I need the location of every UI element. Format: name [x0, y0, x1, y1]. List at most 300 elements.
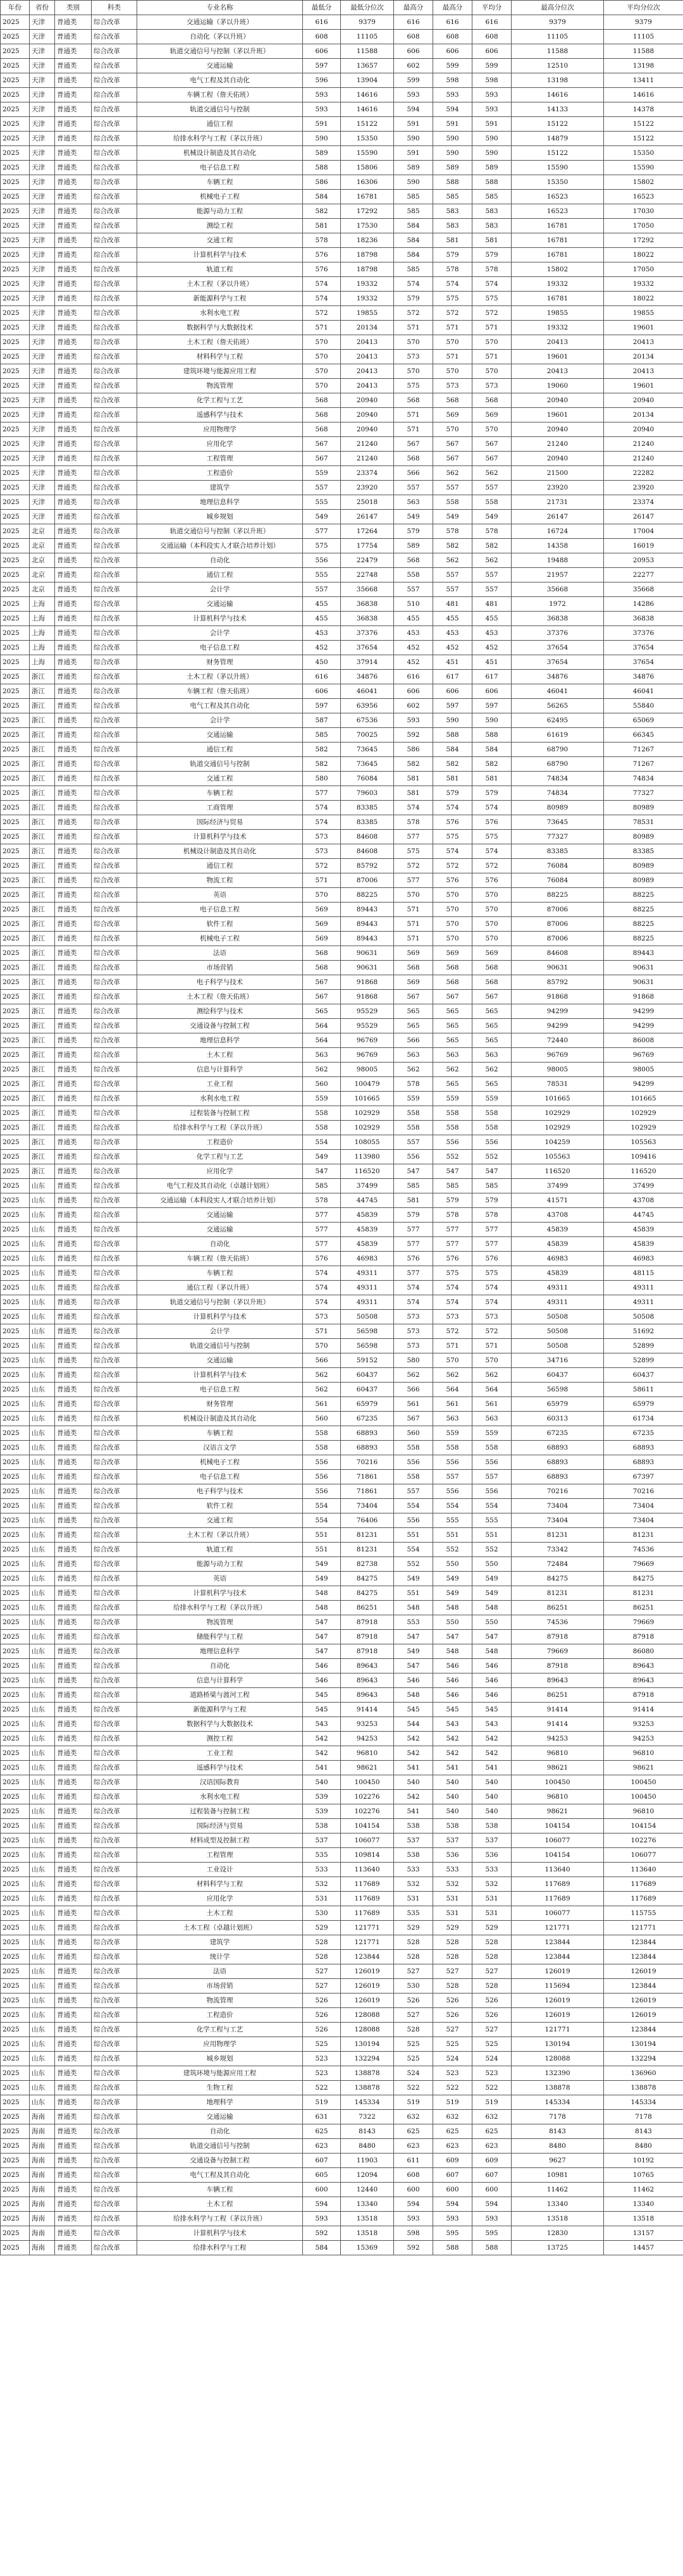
table-cell-avg-score: 568 — [472, 393, 512, 408]
table-cell-avg-rank: 50508 — [604, 1310, 683, 1324]
table-cell-avg-score: 588 — [472, 728, 512, 743]
table-cell-max-score-2: 616 — [433, 15, 472, 30]
table-cell-max-score-2: 593 — [433, 2212, 472, 2226]
table-cell-avg-score: 577 — [472, 1223, 512, 1237]
table-row — [1, 612, 683, 626]
table-cell-min-score: 549 — [303, 510, 341, 524]
table-cell-min-rank: 73645 — [341, 743, 394, 757]
table-cell-max-score-2: 576 — [433, 1252, 472, 1266]
table-cell-max-score: 606 — [394, 684, 433, 699]
table-cell-min-score: 574 — [303, 815, 341, 830]
table-cell-province: 山东 — [30, 1630, 55, 1644]
table-cell-max-score-2: 550 — [433, 1615, 472, 1630]
table-row — [1, 73, 683, 88]
table-cell-max-score: 623 — [394, 2139, 433, 2154]
table-cell-avg-score: 565 — [472, 1033, 512, 1048]
table-cell-subject-type: 综合改革 — [92, 2081, 137, 2095]
table-cell-max-rank: 16781 — [512, 292, 604, 306]
table-row — [1, 1019, 683, 1033]
table-cell-avg-score: 537 — [472, 1833, 512, 1848]
table-cell-avg-score: 551 — [472, 1528, 512, 1543]
table-cell-max-rank: 19855 — [512, 306, 604, 321]
table-cell-major: 电子信息工程 — [137, 1383, 303, 1397]
table-cell-max-rank: 100450 — [512, 1775, 604, 1790]
table-cell-subject-type: 综合改革 — [92, 844, 137, 859]
table-cell-avg-rank: 126019 — [604, 1994, 683, 2008]
table-cell-avg-rank: 100450 — [604, 1790, 683, 1804]
table-cell-category: 普通类 — [55, 1019, 92, 1033]
table-cell-max-score-2: 540 — [433, 1790, 472, 1804]
table-cell-year: 2025 — [1, 2081, 30, 2095]
table-cell-avg-score: 588 — [472, 175, 512, 190]
table-cell-avg-rank: 96810 — [604, 1746, 683, 1761]
table-cell-max-score-2: 526 — [433, 1994, 472, 2008]
table-cell-category: 普通类 — [55, 728, 92, 743]
table-cell-min-rank: 60437 — [341, 1368, 394, 1383]
table-cell-category: 普通类 — [55, 1208, 92, 1223]
table-cell-major: 信息与计算科学 — [137, 1673, 303, 1688]
table-cell-category: 普通类 — [55, 15, 92, 30]
table-cell-subject-type: 综合改革 — [92, 2052, 137, 2066]
table-cell-min-score: 556 — [303, 1484, 341, 1499]
table-cell-category: 普通类 — [55, 132, 92, 146]
table-cell-max-score: 579 — [394, 524, 433, 539]
table-row — [1, 2168, 683, 2183]
table-cell-avg-rank: 109416 — [604, 1150, 683, 1164]
table-cell-subject-type: 综合改革 — [92, 1223, 137, 1237]
table-cell-category: 普通类 — [55, 379, 92, 393]
table-cell-subject-type: 综合改革 — [92, 539, 137, 553]
table-cell-subject-type: 综合改革 — [92, 1324, 137, 1339]
table-cell-subject-type: 综合改革 — [92, 1921, 137, 1935]
table-cell-max-rank: 14133 — [512, 102, 604, 117]
table-cell-subject-type: 综合改革 — [92, 175, 137, 190]
table-row — [1, 524, 683, 539]
table-row — [1, 1121, 683, 1135]
table-cell-province: 山东 — [30, 1339, 55, 1353]
table-cell-subject-type: 综合改革 — [92, 888, 137, 903]
table-cell-category: 普通类 — [55, 1455, 92, 1470]
table-cell-subject-type: 综合改革 — [92, 1994, 137, 2008]
table-cell-max-rank: 68790 — [512, 757, 604, 772]
table-cell-subject-type: 综合改革 — [92, 713, 137, 728]
table-cell-subject-type: 综合改革 — [92, 437, 137, 452]
table-cell-year: 2025 — [1, 2139, 30, 2154]
table-cell-subject-type: 综合改革 — [92, 728, 137, 743]
table-cell-avg-score: 522 — [472, 2081, 512, 2095]
table-cell-category: 普通类 — [55, 2110, 92, 2124]
table-cell-province: 北京 — [30, 553, 55, 568]
table-cell-max-score-2: 600 — [433, 2183, 472, 2197]
table-cell-max-score-2: 584 — [433, 743, 472, 757]
table-cell-max-score: 527 — [394, 1964, 433, 1979]
table-cell-avg-rank: 123844 — [604, 2023, 683, 2037]
table-cell-major: 土木工程（茅以升班） — [137, 277, 303, 292]
table-cell-min-rank: 65979 — [341, 1397, 394, 1412]
table-cell-min-rank: 71861 — [341, 1470, 394, 1484]
table-cell-min-score: 608 — [303, 30, 341, 44]
table-cell-max-rank: 132390 — [512, 2066, 604, 2081]
table-cell-province: 山东 — [30, 1193, 55, 1208]
table-cell-max-score-2: 546 — [433, 1659, 472, 1673]
table-cell-max-score: 542 — [394, 1732, 433, 1746]
table-cell-avg-score: 575 — [472, 830, 512, 844]
table-cell-avg-rank: 66345 — [604, 728, 683, 743]
table-cell-max-score: 567 — [394, 437, 433, 452]
table-cell-year: 2025 — [1, 1135, 30, 1150]
table-cell-major: 储能科学与工程 — [137, 1630, 303, 1644]
table-row — [1, 1252, 683, 1266]
table-cell-max-score-2: 567 — [433, 990, 472, 1004]
table-cell-max-rank: 130194 — [512, 2037, 604, 2052]
table-cell-major: 城乡规划 — [137, 510, 303, 524]
table-cell-min-rank: 89443 — [341, 917, 394, 932]
table-cell-avg-rank: 21240 — [604, 437, 683, 452]
table-cell-year: 2025 — [1, 1761, 30, 1775]
table-cell-avg-score: 561 — [472, 1397, 512, 1412]
table-cell-category: 普通类 — [55, 2066, 92, 2081]
table-cell-max-rank: 56265 — [512, 699, 604, 713]
table-cell-province: 山东 — [30, 1528, 55, 1543]
table-cell-subject-type: 综合改革 — [92, 1106, 137, 1121]
table-cell-subject-type: 综合改革 — [92, 1543, 137, 1557]
table-cell-min-score: 572 — [303, 306, 341, 321]
table-cell-category: 普通类 — [55, 1150, 92, 1164]
table-cell-avg-score: 519 — [472, 2095, 512, 2110]
table-cell-avg-rank: 117689 — [604, 1892, 683, 1906]
table-cell-avg-score: 590 — [472, 132, 512, 146]
table-cell-max-score: 545 — [394, 1703, 433, 1717]
table-cell-max-score: 584 — [394, 233, 433, 248]
table-cell-category: 普通类 — [55, 1106, 92, 1121]
table-cell-min-score: 529 — [303, 1921, 341, 1935]
table-cell-max-score: 565 — [394, 1004, 433, 1019]
table-cell-max-score: 530 — [394, 1979, 433, 1994]
table-cell-province: 山东 — [30, 1208, 55, 1223]
table-cell-avg-score: 555 — [472, 1513, 512, 1528]
table-cell-avg-score: 579 — [472, 1193, 512, 1208]
table-cell-min-rank: 73645 — [341, 757, 394, 772]
table-cell-max-score: 591 — [394, 117, 433, 132]
table-cell-max-rank: 20940 — [512, 452, 604, 466]
table-cell-major: 应用物理学 — [137, 422, 303, 437]
table-cell-major: 车辆工程 — [137, 786, 303, 801]
table-cell-subject-type: 综合改革 — [92, 364, 137, 379]
table-cell-major: 地理科学 — [137, 2095, 303, 2110]
table-row — [1, 772, 683, 786]
table-cell-max-rank: 72440 — [512, 1033, 604, 1048]
table-cell-avg-score: 527 — [472, 2023, 512, 2037]
table-cell-year: 2025 — [1, 1397, 30, 1412]
table-cell-avg-rank: 18022 — [604, 292, 683, 306]
table-cell-subject-type: 综合改革 — [92, 321, 137, 335]
table-cell-year: 2025 — [1, 1281, 30, 1295]
table-cell-max-score: 593 — [394, 713, 433, 728]
table-row — [1, 175, 683, 190]
table-cell-avg-rank: 61734 — [604, 1412, 683, 1426]
table-cell-province: 浙江 — [30, 801, 55, 815]
table-cell-avg-score: 545 — [472, 1703, 512, 1717]
table-cell-min-rank: 63956 — [341, 699, 394, 713]
table-cell-max-score-2: 565 — [433, 1004, 472, 1019]
table-cell-year: 2025 — [1, 641, 30, 655]
table-cell-province: 浙江 — [30, 1135, 55, 1150]
table-cell-category: 普通类 — [55, 1906, 92, 1921]
table-cell-subject-type: 综合改革 — [92, 233, 137, 248]
table-cell-subject-type: 综合改革 — [92, 59, 137, 73]
table-cell-subject-type: 综合改革 — [92, 219, 137, 233]
table-cell-year: 2025 — [1, 1790, 30, 1804]
table-cell-year: 2025 — [1, 772, 30, 786]
table-cell-min-score: 545 — [303, 1688, 341, 1703]
table-cell-avg-rank: 9379 — [604, 15, 683, 30]
table-cell-max-score: 569 — [394, 946, 433, 961]
table-cell-max-rank: 123844 — [512, 1935, 604, 1950]
table-cell-max-score-2: 571 — [433, 350, 472, 364]
table-cell-max-score: 525 — [394, 2037, 433, 2052]
table-cell-max-score-2: 543 — [433, 1717, 472, 1732]
table-cell-major: 材料科学与工程 — [137, 350, 303, 364]
table-cell-max-score: 581 — [394, 786, 433, 801]
table-row — [1, 990, 683, 1004]
table-cell-max-score-2: 563 — [433, 1048, 472, 1063]
table-cell-min-rank: 123844 — [341, 1950, 394, 1964]
table-cell-max-score-2: 557 — [433, 568, 472, 582]
table-cell-max-rank: 15590 — [512, 161, 604, 175]
table-row — [1, 1630, 683, 1644]
table-cell-avg-rank: 15122 — [604, 132, 683, 146]
table-cell-year: 2025 — [1, 743, 30, 757]
table-cell-min-rank: 22748 — [341, 568, 394, 582]
table-cell-max-rank: 12830 — [512, 2226, 604, 2241]
table-cell-subject-type: 综合改革 — [92, 1528, 137, 1543]
table-cell-province: 山东 — [30, 1179, 55, 1193]
table-row — [1, 1484, 683, 1499]
table-cell-province: 山东 — [30, 2066, 55, 2081]
table-cell-max-rank: 13725 — [512, 2241, 604, 2255]
table-cell-max-score: 568 — [394, 553, 433, 568]
table-cell-category: 普通类 — [55, 917, 92, 932]
table-cell-year: 2025 — [1, 1892, 30, 1906]
table-cell-province: 浙江 — [30, 990, 55, 1004]
table-cell-year: 2025 — [1, 2023, 30, 2037]
table-cell-avg-rank: 67397 — [604, 1470, 683, 1484]
table-row — [1, 743, 683, 757]
table-cell-major: 国际经济与贸易 — [137, 1819, 303, 1833]
table-cell-min-score: 567 — [303, 437, 341, 452]
table-cell-max-score: 567 — [394, 990, 433, 1004]
table-cell-max-rank: 123844 — [512, 1950, 604, 1964]
table-cell-major: 交通运输 — [137, 1353, 303, 1368]
table-cell-avg-rank: 113640 — [604, 1863, 683, 1877]
table-cell-max-rank: 91868 — [512, 990, 604, 1004]
table-cell-max-rank: 15802 — [512, 262, 604, 277]
table-cell-major: 土木工程（詹天佑班） — [137, 335, 303, 350]
table-cell-subject-type: 综合改革 — [92, 1063, 137, 1077]
table-cell-year: 2025 — [1, 2095, 30, 2110]
table-cell-min-score: 556 — [303, 1455, 341, 1470]
table-cell-avg-rank: 81231 — [604, 1586, 683, 1601]
table-cell-avg-score: 558 — [472, 1121, 512, 1135]
table-cell-avg-score: 625 — [472, 2124, 512, 2139]
table-cell-province: 山东 — [30, 1848, 55, 1863]
table-cell-year: 2025 — [1, 1092, 30, 1106]
table-cell-year: 2025 — [1, 888, 30, 903]
table-cell-year: 2025 — [1, 1804, 30, 1819]
table-cell-subject-type: 综合改革 — [92, 277, 137, 292]
table-cell-min-score: 569 — [303, 932, 341, 946]
table-cell-min-score: 522 — [303, 2081, 341, 2095]
table-cell-avg-rank: 13198 — [604, 59, 683, 73]
table-cell-max-score-2: 593 — [433, 88, 472, 102]
table-cell-avg-rank: 130194 — [604, 2037, 683, 2052]
table-cell-major: 城乡规划 — [137, 2052, 303, 2066]
column-header-max-score: 最高分 — [394, 1, 433, 15]
table-cell-subject-type: 综合改革 — [92, 1150, 137, 1164]
table-row — [1, 1193, 683, 1208]
table-cell-year: 2025 — [1, 1368, 30, 1383]
table-cell-min-rank: 108055 — [341, 1135, 394, 1150]
table-cell-min-rank: 17264 — [341, 524, 394, 539]
table-cell-avg-rank: 73404 — [604, 1513, 683, 1528]
table-cell-max-rank: 138878 — [512, 2081, 604, 2095]
table-cell-max-rank: 126019 — [512, 2008, 604, 2023]
table-cell-subject-type: 综合改革 — [92, 146, 137, 161]
table-cell-avg-score: 591 — [472, 117, 512, 132]
table-cell-year: 2025 — [1, 1252, 30, 1266]
table-row — [1, 1557, 683, 1572]
table-cell-subject-type: 综合改革 — [92, 1092, 137, 1106]
table-row — [1, 364, 683, 379]
table-cell-avg-score: 563 — [472, 1048, 512, 1063]
table-cell-max-rank: 73645 — [512, 815, 604, 830]
table-cell-major: 交通设备与控制工程 — [137, 1019, 303, 1033]
table-cell-category: 普通类 — [55, 990, 92, 1004]
table-cell-major: 数据科学与大数据技术 — [137, 321, 303, 335]
table-cell-year: 2025 — [1, 350, 30, 364]
table-cell-avg-score: 529 — [472, 1921, 512, 1935]
table-cell-min-rank: 12440 — [341, 2183, 394, 2197]
table-cell-avg-rank: 88225 — [604, 888, 683, 903]
table-cell-max-score-2: 548 — [433, 1644, 472, 1659]
table-cell-avg-rank: 14378 — [604, 102, 683, 117]
table-cell-min-rank: 49311 — [341, 1295, 394, 1310]
table-row — [1, 684, 683, 699]
table-cell-province: 海南 — [30, 2124, 55, 2139]
table-cell-province: 山东 — [30, 1223, 55, 1237]
table-cell-min-rank: 37654 — [341, 641, 394, 655]
table-cell-max-score: 559 — [394, 1092, 433, 1106]
table-cell-category: 普通类 — [55, 975, 92, 990]
table-row — [1, 670, 683, 684]
table-cell-max-score: 577 — [394, 1223, 433, 1237]
table-cell-subject-type: 综合改革 — [92, 2023, 137, 2037]
table-cell-subject-type: 综合改革 — [92, 1863, 137, 1877]
table-cell-max-rank: 106077 — [512, 1833, 604, 1848]
table-row — [1, 2154, 683, 2168]
table-cell-province: 山东 — [30, 1237, 55, 1252]
table-cell-avg-rank: 48115 — [604, 1266, 683, 1281]
table-cell-major: 应用化学 — [137, 1164, 303, 1179]
table-cell-category: 普通类 — [55, 612, 92, 626]
table-cell-major: 工程造价 — [137, 1135, 303, 1150]
table-cell-max-rank: 128088 — [512, 2052, 604, 2066]
table-cell-category: 普通类 — [55, 684, 92, 699]
table-cell-subject-type: 综合改革 — [92, 757, 137, 772]
table-cell-category: 普通类 — [55, 2081, 92, 2095]
table-row — [1, 1092, 683, 1106]
table-cell-min-rank: 91868 — [341, 975, 394, 990]
column-header-subject-type: 科类 — [92, 1, 137, 15]
table-cell-max-score-2: 570 — [433, 335, 472, 350]
table-cell-max-score-2: 623 — [433, 2139, 472, 2154]
table-cell-province: 浙江 — [30, 786, 55, 801]
table-cell-max-score: 599 — [394, 73, 433, 88]
table-cell-max-score-2: 572 — [433, 859, 472, 873]
table-cell-min-rank: 84275 — [341, 1586, 394, 1601]
table-row — [1, 510, 683, 524]
table-cell-province: 山东 — [30, 1484, 55, 1499]
table-cell-avg-score: 540 — [472, 1775, 512, 1790]
table-cell-subject-type: 综合改革 — [92, 510, 137, 524]
table-cell-province: 山东 — [30, 1994, 55, 2008]
table-cell-avg-rank: 20940 — [604, 422, 683, 437]
table-cell-max-rank: 73342 — [512, 1543, 604, 1557]
table-cell-max-rank: 68893 — [512, 1470, 604, 1484]
table-cell-province: 天津 — [30, 306, 55, 321]
table-cell-year: 2025 — [1, 524, 30, 539]
table-cell-category: 普通类 — [55, 2008, 92, 2023]
table-cell-avg-score: 574 — [472, 277, 512, 292]
table-cell-max-rank: 14358 — [512, 539, 604, 553]
table-cell-min-score: 566 — [303, 1353, 341, 1368]
table-cell-max-score-2: 519 — [433, 2095, 472, 2110]
table-cell-major: 遥感科学与技术 — [137, 1761, 303, 1775]
table-row — [1, 873, 683, 888]
table-cell-category: 普通类 — [55, 873, 92, 888]
table-cell-category: 普通类 — [55, 1484, 92, 1499]
table-cell-max-rank: 85792 — [512, 975, 604, 990]
table-cell-major: 电子信息工程 — [137, 641, 303, 655]
table-cell-category: 普通类 — [55, 495, 92, 510]
table-cell-max-score-2: 594 — [433, 102, 472, 117]
table-cell-max-score-2: 577 — [433, 1237, 472, 1252]
table-cell-year: 2025 — [1, 1964, 30, 1979]
table-cell-max-score: 568 — [394, 961, 433, 975]
table-cell-min-rank: 12094 — [341, 2168, 394, 2183]
table-cell-max-score: 526 — [394, 1994, 433, 2008]
table-row — [1, 1979, 683, 1994]
table-body — [1, 15, 683, 2255]
table-cell-max-score: 571 — [394, 422, 433, 437]
table-cell-max-rank: 83385 — [512, 844, 604, 859]
table-cell-category: 普通类 — [55, 932, 92, 946]
table-cell-avg-rank: 23374 — [604, 495, 683, 510]
table-cell-province: 山东 — [30, 1863, 55, 1877]
table-cell-major: 工业工程 — [137, 1077, 303, 1092]
table-cell-avg-score: 569 — [472, 408, 512, 422]
table-cell-subject-type: 综合改革 — [92, 1135, 137, 1150]
table-cell-province: 浙江 — [30, 1019, 55, 1033]
table-cell-max-score-2: 555 — [433, 1513, 472, 1528]
table-cell-max-rank: 8480 — [512, 2139, 604, 2154]
table-cell-major: 过程装备与控制工程 — [137, 1106, 303, 1121]
table-cell-subject-type: 综合改革 — [92, 422, 137, 437]
table-cell-category: 普通类 — [55, 1426, 92, 1441]
table-cell-min-score: 560 — [303, 1077, 341, 1092]
table-cell-year: 2025 — [1, 452, 30, 466]
table-cell-min-score: 573 — [303, 1310, 341, 1324]
